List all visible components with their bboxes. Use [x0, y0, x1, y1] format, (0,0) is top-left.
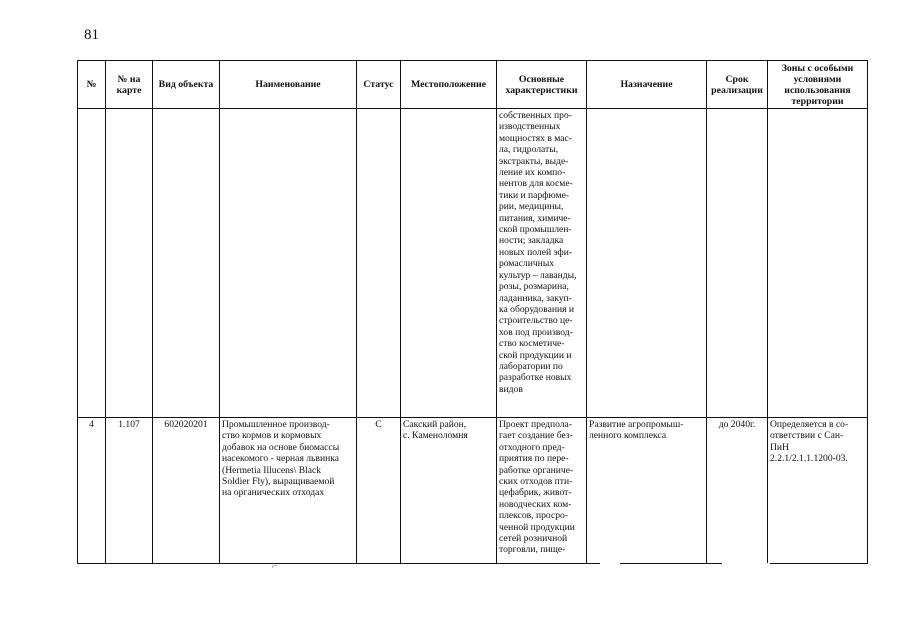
- header-characteristics: Основные характеристики: [497, 61, 587, 109]
- header-num: №: [78, 61, 106, 109]
- cell-zones: [768, 109, 868, 418]
- cell-term: [707, 109, 768, 418]
- cell-zones: Определяется в со- ответствии с Сан- ПиН 2.2.1/2.1.1.1200-03.: [768, 418, 868, 564]
- header-term: Срок реализации: [707, 61, 768, 109]
- cell-purpose: [587, 109, 707, 418]
- cell-term: до 2040г.: [707, 418, 768, 564]
- cell-location: Сакский район, с. Каменоломня: [401, 418, 497, 564]
- cell-num: [78, 109, 106, 418]
- cell-status: [357, 109, 401, 418]
- cell-name: Промышленное производ- ство кормов и кормовых добавок на основе биомассы насекомого - черная львинка (Hermetia Illucens\ Black Soldier Fly), выращиваемой на органических отходах: [220, 418, 357, 564]
- border-gap: [600, 563, 620, 569]
- cell-object-type: 602020201: [153, 418, 220, 564]
- cell-status: С: [357, 418, 401, 564]
- scan-mark: ⌐: [272, 561, 278, 572]
- cell-object-type: [153, 109, 220, 418]
- header-location: Местоположение: [401, 61, 497, 109]
- cell-map-no: 1.107: [106, 418, 153, 564]
- cell-map-no: [106, 109, 153, 418]
- cell-characteristics: собственных про- изводственных мощностях в мас- ла, гидролаты, экстракты, выде- ление их компо- нентов для космe- тики и парфюме- рии, медицины, питания, химиче- ской промышлен- ности; закладка новых полей эфи- ромасличных культур – лаванды, розы, розмарина, ладанника, закуп- ка оборудования и строительство це- хов под производ- ство косметиче- ской продукции и лаборатории по разработке новых видов: [497, 109, 587, 418]
- table-header-row: [78, 61, 868, 109]
- header-name: Наименование: [220, 61, 357, 109]
- page-number: 81: [84, 27, 99, 43]
- objects-table: [77, 60, 868, 564]
- cell-location: [401, 109, 497, 418]
- header-zones: Зоны с особыми условиями использования территории: [768, 61, 868, 109]
- header-object-type: Вид объекта: [153, 61, 220, 109]
- border-gap: [722, 563, 770, 569]
- cell-purpose: Развитие агропромыш- ленного комплекса: [587, 418, 707, 564]
- cell-num: 4: [78, 418, 106, 564]
- table-row: [78, 418, 868, 564]
- header-map-no: № на карте: [106, 61, 153, 109]
- header-status: Статус: [357, 61, 401, 109]
- cell-characteristics: Проект предпола- гает создание без- отходного пред- приятия по пере- работке органиче- ских отходов пти- цефабрик, живот- новодческих ком- плексов, просро- ченной продукции сетей розничной торговли, пище-: [497, 418, 587, 564]
- cell-name: [220, 109, 357, 418]
- header-purpose: Назначение: [587, 61, 707, 109]
- table-row: [78, 109, 868, 418]
